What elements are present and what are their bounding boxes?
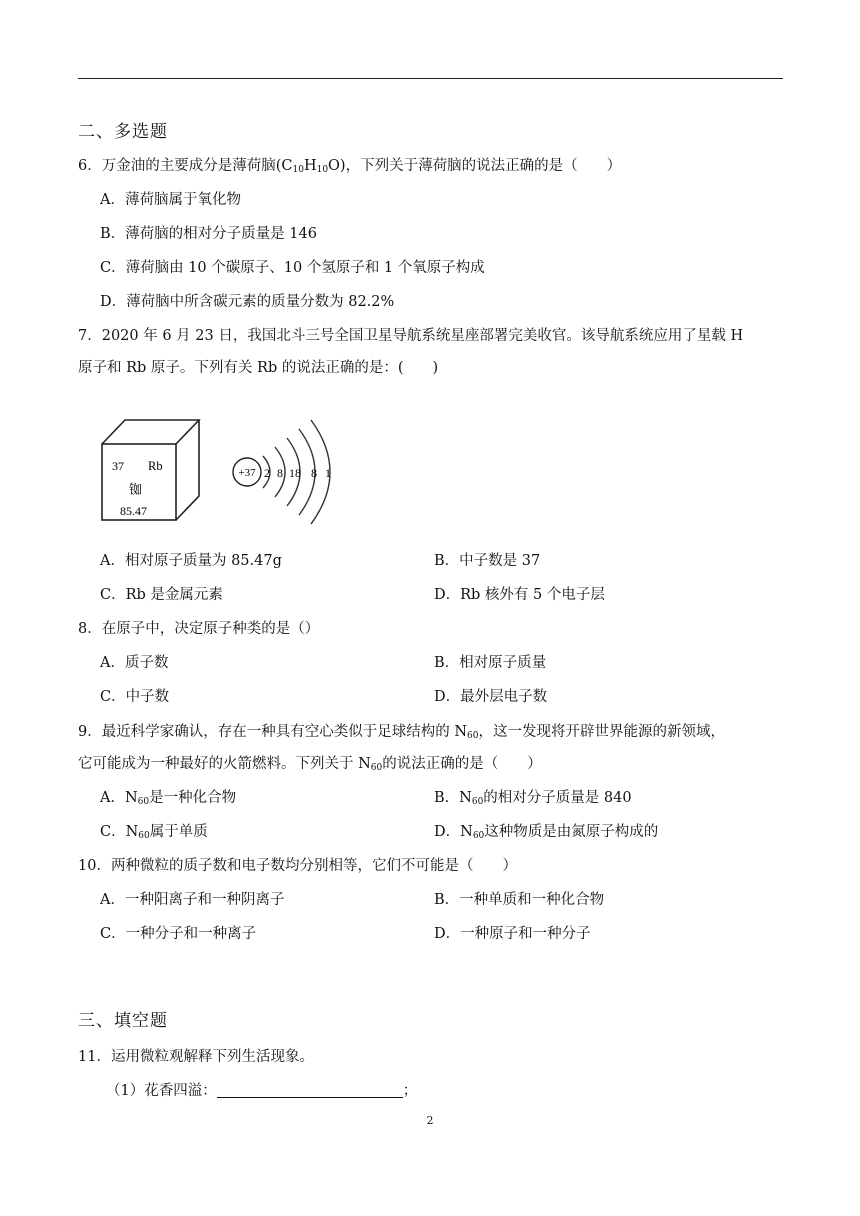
question-8-option-b[interactable]: B．相对原子质量 bbox=[434, 655, 547, 671]
atomic-number: 37 bbox=[112, 459, 124, 473]
question-9-option-d[interactable]: D．$N_{60}$这种物质是由氮原子构成的 bbox=[434, 824, 659, 841]
section-title-multiple-choice: 二、多选题 bbox=[78, 122, 168, 142]
question-9-option-a[interactable]: A．$N_{60}$是一种化合物 bbox=[100, 790, 237, 807]
answer-blank[interactable] bbox=[217, 1083, 403, 1098]
header-rule bbox=[78, 78, 783, 79]
question-7-option-b[interactable]: B．中子数是 37 bbox=[434, 553, 541, 569]
page-number: 2 bbox=[426, 1114, 434, 1127]
atomic-mass: 85.47 bbox=[120, 504, 147, 518]
question-11-sub1: （1）花香四溢： ； bbox=[106, 1083, 418, 1099]
question-6-option-c[interactable]: C．薄荷脑由 10 个碳原子、10 个氢原子和 1 个氧原子构成 bbox=[100, 260, 485, 276]
question-10-option-b[interactable]: B．一种单质和一种化合物 bbox=[434, 892, 605, 908]
question-9-option-c[interactable]: C．$N_{60}$属于单质 bbox=[100, 824, 208, 841]
question-7-stem-line2: 原子和 Rb 原子。下列有关 Rb 的说法正确的是：( ) bbox=[78, 360, 439, 376]
question-7-stem-line1: 7．2020 年 6 月 23 日，我国北斗三号全国卫星导航系统星座部署完美收官。该导航系统应用了星载 H bbox=[78, 328, 744, 344]
rubidium-element-and-atom-diagram bbox=[96, 398, 346, 528]
question-6-option-a[interactable]: A．薄荷脑属于氧化物 bbox=[100, 192, 241, 208]
question-7-option-c[interactable]: C．Rb 是金属元素 bbox=[100, 587, 223, 603]
shell-2-electrons: 8 bbox=[277, 466, 283, 480]
nucleus-charge: +37 bbox=[238, 467, 256, 479]
question-6-stem: 6．万金油的主要成分是薄荷脑$(C_{10}H_{10}O)$，下列关于薄荷脑的说法正确的是（ ） bbox=[78, 158, 622, 175]
question-8-stem: 8．在原子中，决定原子种类的是（） bbox=[78, 621, 320, 637]
question-11-stem: 11．运用微粒观解释下列生活现象。 bbox=[78, 1049, 314, 1065]
question-7-option-a[interactable]: A．相对原子质量为 85.47g bbox=[100, 553, 282, 569]
question-8-option-c[interactable]: C．中子数 bbox=[100, 689, 170, 705]
shell-3-electrons: 18 bbox=[289, 466, 301, 480]
rubidium-figure bbox=[96, 398, 346, 528]
question-9-stem-line2: 它可能成为一种最好的火箭燃料。下列关于 $N_{60}$的说法正确的是（ ） bbox=[78, 756, 542, 773]
question-6-option-b[interactable]: B．薄荷脑的相对分子质量是 146 bbox=[100, 226, 317, 242]
question-10-option-d[interactable]: D．一种原子和一种分子 bbox=[434, 926, 591, 942]
element-name: 铷 bbox=[129, 483, 143, 498]
question-6-option-d[interactable]: D．薄荷脑中所含碳元素的质量分数为 82.2% bbox=[100, 294, 395, 310]
question-9-stem-line1: 9．最近科学家确认，存在一种具有空心类似于足球结构的 $N_{60}$，这一发现将开辟世界能源的新领域， bbox=[78, 724, 725, 741]
question-9-option-b[interactable]: B．$N_{60}$的相对分子质量是 840 bbox=[434, 790, 632, 807]
question-10-option-c[interactable]: C．一种分子和一种离子 bbox=[100, 926, 257, 942]
shell-1-electrons: 2 bbox=[264, 466, 270, 480]
shell-5-electrons: 1 bbox=[325, 466, 331, 480]
question-7-option-d[interactable]: D．Rb 核外有 5 个电子层 bbox=[434, 587, 605, 603]
element-symbol: Rb bbox=[148, 459, 163, 473]
section-title-fill-in: 三、填空题 bbox=[78, 1011, 168, 1031]
question-8-option-d[interactable]: D．最外层电子数 bbox=[434, 689, 548, 705]
question-8-option-a[interactable]: A．质子数 bbox=[100, 655, 169, 671]
shell-4-electrons: 8 bbox=[311, 466, 317, 480]
question-10-option-a[interactable]: A．一种阳离子和一种阴离子 bbox=[100, 892, 285, 908]
question-10-stem: 10．两种微粒的质子数和电子数均分别相等，它们不可能是（ ） bbox=[78, 858, 517, 874]
